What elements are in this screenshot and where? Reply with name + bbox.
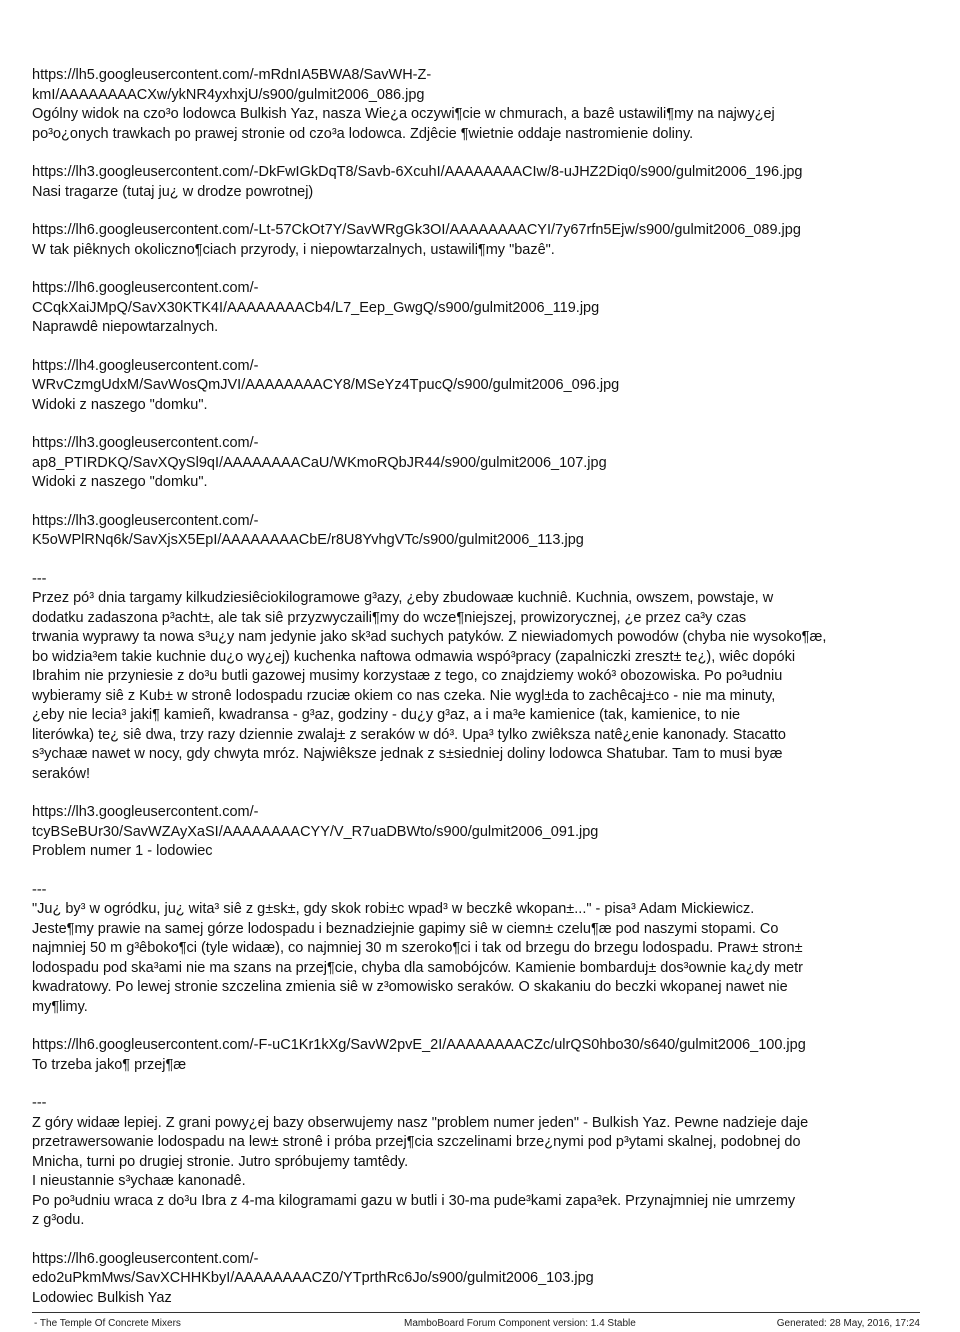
text-line: Ibrahim nie przyniesie z do³u butli gazowej musimy korzystaæ z tego, co znajdziemy wokó³ obozowiska. Po po³udniu: [32, 668, 783, 684]
text-line: https://lh5.googleusercontent.com/-mRdnIA5BWA8/SavWH-Z-: [32, 67, 432, 83]
text-line: s³ychaæ nawet w nocy, gdy chwyta mróz. Najwiêksze jednak z s±siedniej doliny lodowca Shatubar. Tam to musi byæ: [32, 746, 783, 762]
text-line: https://lh3.googleusercontent.com/-: [32, 435, 259, 451]
text-line: Ogólny widok na czo³o lodowca Bulkish Yaz, nasza Wie¿a oczywi¶cie w chmurach, a bazê ustawili¶my na najwy¿ej: [32, 106, 775, 122]
text-line: To trzeba jako¶ przej¶æ: [32, 1056, 187, 1073]
page-footer: [32, 1312, 920, 1329]
text-line: tcyBSeBUr30/SavWZAyXaSI/AAAAAAAACYY/V_R7uaDBWto/s900/gulmit2006_091.jpg: [32, 823, 599, 840]
text-line: K5oWPlRNq6k/SavXjsX5EpI/AAAAAAAACbE/r8U8YvhgVTc/s900/gulmit2006_113.jpg: [32, 532, 584, 548]
text-line: wybieramy siê z Kub± w stronê lodospadu rzuciæ okiem co nas czeka. Nie wygl±da to zachêcaj±co - nie ma minuty,: [32, 687, 776, 704]
text-line: po³o¿onych trawkach po prawej stronie od czo³a lodowca. Zdjêcie ¶wietnie oddaje nastromienie doliny.: [32, 125, 694, 142]
text-line: my¶limy.: [32, 998, 88, 1015]
text-line: https://lh3.googleusercontent.com/-: [32, 804, 259, 820]
text-line: Problem numer 1 - lodowiec: [32, 843, 213, 859]
text-line: ---: [32, 1095, 47, 1111]
text-line: "Ju¿ by³ w ogródku, ju¿ wita³ siê z g±sk±, gdy skok robi±c wpad³ w beczkê wkopan±..." - pisa³ Adam Mickiewicz.: [32, 901, 755, 917]
text-line: ap8_PTIRDKQ/SavXQySl9qI/AAAAAAAACaU/WKmoRQbJR44/s900/gulmit2006_107.jpg: [32, 454, 607, 471]
text-line: seraków!: [32, 765, 91, 782]
text-line: WRvCzmgUdxM/SavWosQmJVI/AAAAAAAACY8/MSeYz4TpucQ/s900/gulmit2006_096.jpg: [32, 377, 620, 393]
text-line: Jeste¶my prawie na samej górze lodospadu i beznadziejnie gapimy siê w ciemn± czelu¶æ pod naszymi stopami. Co: [32, 920, 779, 937]
text-line: lodospadu pod ska³ami nie ma szans na przej¶cie, chyba dla samobójców. Kamienie bombarduj± dos³ownie ka¿dy metr: [32, 959, 803, 976]
text-line: https://lh6.googleusercontent.com/-Lt-57CkOt7Y/SavWRgGk3OI/AAAAAAAACYI/7y67rfn5Ejw/s900/gulmit2006_089.jpg: [32, 222, 801, 238]
text-line: https://lh3.googleusercontent.com/-DkFwIGkDqT8/Savb-6XcuhI/AAAAAAAACIw/8-uJHZ2Diq0/s900/gulmit2006_196.jpg: [32, 164, 803, 180]
text-line: Lodowiec Bulkish Yaz: [32, 1289, 172, 1306]
text-line: ---: [32, 570, 47, 587]
text-line: https://lh4.googleusercontent.com/-: [32, 357, 259, 374]
text-line: CCqkXaiJMpQ/SavX30KTK4I/AAAAAAAACb4/L7_Eep_GwgQ/s900/gulmit2006_119.jpg: [32, 299, 600, 316]
text-line: https://lh3.googleusercontent.com/-: [32, 512, 259, 529]
text-line: Z góry widaæ lepiej. Z grani powy¿ej bazy obserwujemy nasz "problem numer jeden" - Bulkish Yaz. Pewne nadzieje daje: [32, 1114, 809, 1131]
text-line: kmI/AAAAAAAACXw/ykNR4yxhxjU/s900/gulmit2006_086.jpg: [32, 86, 425, 103]
text-line: I nieustannie s³ychaæ kanonadê.: [32, 1173, 246, 1189]
text-line: https://lh6.googleusercontent.com/-: [32, 280, 259, 296]
text-line: przetrawersowanie lodospadu na lew± stronê i próba przej¶cia szczelinami brze¿nymi pod p³ytami skalnej, podobnej do: [32, 1134, 801, 1150]
text-line: kwadratowy. Po lewej stronie szczelina zmienia siê w z³omowisko seraków. O skakaniu do beczki wkopanej nawet nie: [32, 979, 788, 995]
text-line: https://lh6.googleusercontent.com/-: [32, 1250, 259, 1267]
text-line: Po po³udniu wraca z do³u Ibra z 4-ma kilogramami gazu w butli i 30-ma pude³kami zapa³ek. Przynajmniej nie umrzemy: [32, 1192, 796, 1209]
text-line: Przez pó³ dnia targamy kilkudziesiêciokilogramowe g³azy, ¿eby zbudowaæ kuchniê. Kuchnia, owszem, powstaje, w: [32, 590, 774, 606]
footer-site-name: - The Temple Of Concrete Mixers: [34, 1318, 181, 1329]
footer-generated-date: Generated: 28 May, 2016, 17:24: [776, 1318, 920, 1329]
text-line: ---: [32, 881, 47, 898]
text-line: Nasi tragarze (tutaj ju¿ w drodze powrotnej): [32, 183, 314, 200]
text-line: Naprawdê niepowtarzalnych.: [32, 319, 219, 335]
text-line: edo2uPkmMws/SavXCHHKbyI/AAAAAAAACZ0/YTprthRc6Jo/s900/gulmit2006_103.jpg: [32, 1270, 594, 1286]
footer-component-version: MamboBoard Forum Component version: 1.4 Stable: [404, 1318, 636, 1329]
text-line: z g³odu.: [32, 1212, 85, 1228]
text-line: najmniej 50 m g³êboko¶ci (tyle widaæ), co najmniej 30 m szeroko¶ci i tak od brzegu do brzegu lodospadu. Praw± stron±: [32, 940, 803, 956]
text-line: https://lh6.googleusercontent.com/-F-uC1Kr1kXg/SavW2pvE_2I/AAAAAAAACZc/ulrQS0hbo30/s640/gulmit2006_100.jpg: [32, 1037, 806, 1053]
text-line: ¿eby nie lecia³ jaki¶ kamieñ, kwadransa - g³az, godziny - du¿y g³az, a i ma³e kamienice (tak, kamienice, to nie: [32, 707, 741, 723]
text-line: Mnicha, turni po drugiej stronie. Jutro spróbujemy tamtêdy.: [32, 1153, 409, 1170]
text-line: Widoki z naszego "domku".: [32, 396, 208, 413]
text-line: trwania wyprawy ta nowa s³u¿y nam jedynie jako sk³ad suchych patyków. Z niewiadomych powodów (chyba nie wysoko¶æ,: [32, 629, 827, 645]
document-body: [32, 66, 932, 1308]
text-line: literówka) te¿ siê dwa, trzy razy dziennie zwalaj± z seraków w dó³. Upa³ tylko zwiêksza natê¿enie kanonady. Stacatto: [32, 726, 786, 743]
text-line: W tak piêknych okoliczno¶ciach przyrody, i niepowtarzalnych, ustawili¶my "bazê".: [32, 241, 555, 258]
text-line: dodatku zadaszona p³acht±, ale tak siê przyzwyczaili¶my do wcze¶niejszej, prowizorycznej, ¿e przez ca³y czas: [32, 609, 747, 626]
text-line: bo widzia³em takie kuchnie du¿o wy¿ej) kuchenka naftowa odmawia wspó³pracy (zapalniczki zreszt± te¿), wiêc dopóki: [32, 648, 796, 665]
text-line: Widoki z naszego "domku".: [32, 474, 208, 490]
